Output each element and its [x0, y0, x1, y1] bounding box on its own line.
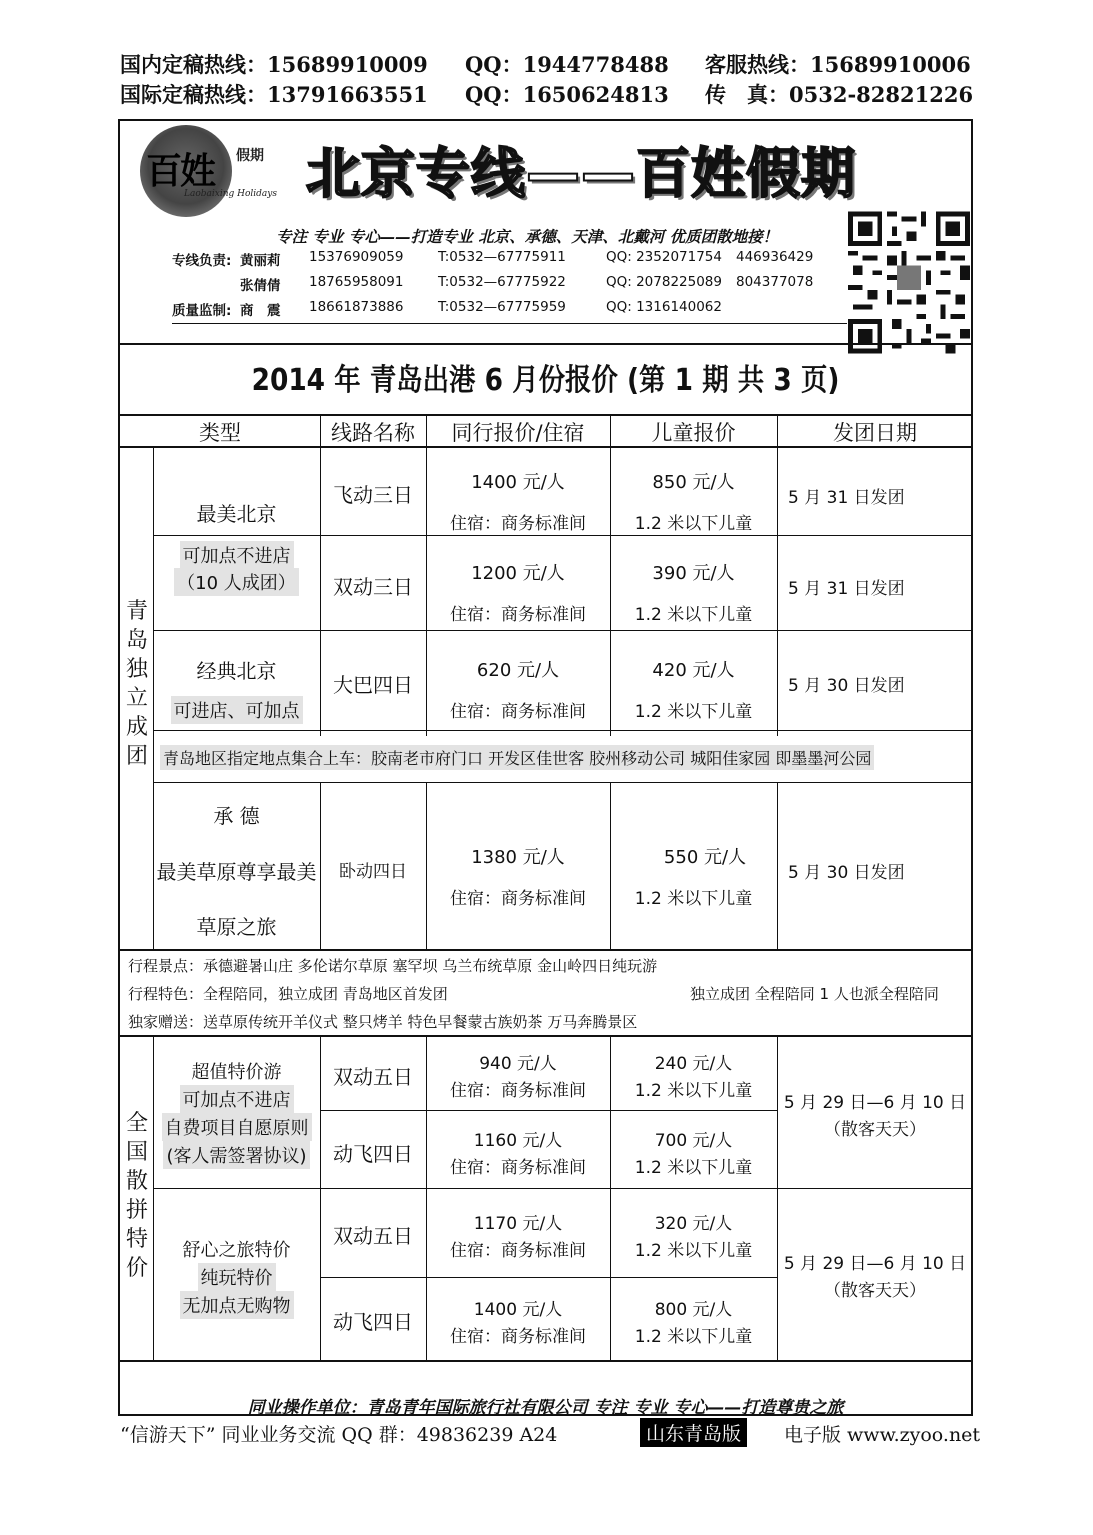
sheet-title: 2014 年 青岛出港 6 月份报价 (第 1 期 共 3 页): [251, 363, 840, 398]
route-name: 动飞四日: [333, 1310, 413, 1334]
contact-name: 商 震: [240, 303, 281, 319]
label-char: 团: [125, 744, 148, 769]
depart-date: 5 月 29 日—6 月 10 日: [783, 1254, 967, 1274]
depart-note: （散客天天）: [824, 1281, 926, 1301]
route-name: 双动五日: [333, 1065, 413, 1089]
contact-qq: QQ: 2078225089: [606, 274, 722, 290]
depart-date: 5 月 31 日发团: [788, 579, 905, 599]
fax-number: 传 真：0532-82821226: [705, 82, 974, 107]
child-note: 1.2 米以下儿童: [634, 1081, 753, 1101]
child-note: 1.2 米以下儿童: [634, 702, 753, 722]
tag-text: 可加点不进店: [180, 1085, 294, 1113]
accommodation: 住宿：商务标准间: [450, 889, 586, 909]
route-name: 卧动四日: [339, 862, 407, 882]
product-tag: [153, 568, 320, 596]
row-line: [320, 1110, 777, 1111]
child-note: 1.2 米以下儿童: [634, 605, 753, 625]
peer-price: 1200 元/人: [471, 563, 565, 584]
itinerary-features: 行程特色：全程陪同，独立成团 青岛地区首发团: [128, 985, 448, 1003]
pickup-points: [160, 745, 874, 770]
hotlines: [120, 50, 980, 110]
peer-price: 1400 元/人: [473, 1300, 563, 1320]
product-name: 经典北京: [196, 659, 277, 683]
product-line: [153, 1113, 320, 1141]
contact-qq2: 446936429: [736, 249, 814, 265]
child-price: 800 元/人: [654, 1300, 733, 1320]
tag-text: 纯玩特价: [198, 1263, 276, 1291]
tag-text: 无加点无购物: [180, 1291, 294, 1319]
header-child-price: 儿童报价: [651, 421, 736, 445]
domestic-qq: QQ：1944778488: [465, 52, 669, 77]
contacts-underline: [172, 323, 847, 324]
domestic-hotline: 国内定稿热线：15689910009: [120, 52, 428, 77]
hotline-row-1: [120, 50, 980, 80]
child-note: 1.2 米以下儿童: [634, 1158, 753, 1178]
row-line: [120, 949, 971, 951]
operator-line: 同业操作单位：青岛青年国际旅行社有限公司 专注 专业 专心——打造尊贵之旅: [247, 1398, 844, 1418]
product-line: 承 德: [213, 804, 260, 828]
row-line: [153, 1188, 971, 1189]
contact-role: 专线负责:: [172, 253, 232, 269]
itinerary-features-right: 独立成团 全程陪同 1 人也派全程陪同: [690, 985, 939, 1003]
route-name: 大巴四日: [333, 673, 413, 697]
tag-text: （10 人成团）: [174, 568, 299, 596]
label-char: 独: [125, 657, 148, 682]
group2-label: [122, 1109, 152, 1283]
logo-subtext: 假期: [236, 148, 264, 164]
accommodation: 住宿：商务标准间: [450, 1327, 586, 1347]
product-line: [153, 1263, 320, 1291]
contact-qq2: 804377078: [736, 274, 814, 290]
product-line: [153, 1085, 320, 1113]
row-line: [153, 730, 971, 731]
contact-name: 黄丽莉: [240, 253, 281, 269]
hotline-row-2: [120, 80, 980, 110]
product-name: 最美北京: [196, 502, 277, 526]
table-bottom-line: [120, 1360, 971, 1362]
tag-text: 可加点不进店: [180, 541, 294, 569]
slogan: 专注 专业 专心——打造专业 北京、承德、天津、北戴河 优质团散地接！: [276, 228, 779, 246]
main-title: 北京专线——百姓假期: [306, 142, 856, 205]
product-line: [153, 1141, 320, 1169]
label-char: 特: [125, 1227, 148, 1252]
header-type: 类型: [199, 421, 241, 445]
product-line: 最美草原尊享最美: [156, 860, 317, 884]
contact-mobile: 18765958091: [309, 274, 404, 290]
accommodation: 住宿：商务标准间: [450, 605, 586, 625]
footer-qq-group: “信游天下” 同业业务交流 QQ 群：49836239 A24: [120, 1424, 558, 1446]
qr-code-icon: [848, 211, 970, 354]
col-line: [777, 1035, 778, 1360]
accommodation: 住宿：商务标准间: [450, 1081, 586, 1101]
label-char: 散: [125, 1169, 148, 1194]
route-name: 动飞四日: [333, 1142, 413, 1166]
accommodation: 住宿：商务标准间: [450, 514, 586, 534]
exclusive-gifts: 独家赠送：送草原传统开羊仪式 整只烤羊 特色早餐蒙古族奶茶 万马奔腾景区: [128, 1013, 638, 1031]
depart-date: 5 月 30 日发团: [788, 676, 905, 696]
peer-price: 1160 元/人: [473, 1131, 563, 1151]
depart-date: 5 月 31 日发团: [788, 488, 905, 508]
label-char: 拼: [125, 1198, 148, 1223]
contact-mobile: 15376909059: [309, 249, 404, 265]
label-char: 全: [125, 1111, 148, 1136]
child-price: 850 元/人: [652, 472, 735, 493]
service-hotline: 客服热线：15689910006: [705, 52, 971, 77]
product-tag: [153, 696, 320, 724]
label-char: 岛: [125, 628, 148, 653]
child-price: 240 元/人: [654, 1054, 733, 1074]
ad-frame: [118, 119, 973, 1416]
header-route: 线路名称: [331, 421, 415, 445]
depart-date: 5 月 30 日发团: [788, 863, 905, 883]
label-char: 立: [125, 686, 148, 711]
peer-price: 620 元/人: [476, 660, 560, 681]
product-line: 舒心之旅特价: [182, 1240, 291, 1261]
table-top-line: [120, 414, 971, 416]
child-note: 1.2 米以下儿童: [634, 1241, 753, 1261]
title-separator: [120, 343, 971, 345]
intl-hotline: 国际定稿热线：13791663551: [120, 82, 428, 107]
route-name: 飞动三日: [333, 483, 413, 507]
contact-tel: T:0532—67775922: [438, 274, 566, 290]
row-line: [320, 1277, 777, 1278]
header-price: 同行报价/住宿: [451, 421, 585, 445]
peer-price: 1400 元/人: [471, 472, 565, 493]
contact-tel: T:0532—67775959: [438, 299, 566, 315]
row-line: [320, 535, 971, 536]
product-line: [153, 1291, 320, 1319]
footer-website: 电子版 www.zyoo.net: [784, 1424, 981, 1446]
col-line: [777, 414, 778, 736]
accommodation: 住宿：商务标准间: [450, 1158, 586, 1178]
peer-price: 940 元/人: [479, 1054, 557, 1074]
header-date: 发团日期: [833, 421, 917, 445]
row-line: [153, 782, 971, 783]
pickup-text: 青岛地区指定地点集合上车：胶南老市府门口 开发区佳世客 胶州移动公司 城阳佳家园 即墨墨河公园: [160, 745, 874, 770]
route-name: 双动三日: [333, 575, 413, 599]
contact-role: 质量监制:: [172, 303, 232, 319]
group1-label: [122, 597, 152, 771]
edition-badge: 山东青岛版: [640, 1418, 747, 1447]
child-price: 420 元/人: [652, 660, 735, 681]
tag-text: (客人需签署协议): [163, 1141, 309, 1169]
contact-mobile: 18661873886: [309, 299, 404, 315]
label-char: 成: [125, 715, 148, 740]
logo-script: Laobaixing Holidays: [184, 189, 277, 199]
row-line: [120, 1035, 971, 1037]
peer-price: 1380 元/人: [471, 847, 565, 868]
depart-note: （散客天天）: [824, 1120, 926, 1140]
intl-qq: QQ：1650624813: [465, 82, 669, 107]
product-line: 超值特价游: [191, 1062, 282, 1083]
contact-name: 张倩倩: [240, 278, 281, 294]
label-char: 国: [125, 1140, 148, 1165]
child-note: 1.2 米以下儿童: [634, 889, 753, 909]
accommodation: 住宿：商务标准间: [450, 702, 586, 722]
child-note: 1.2 米以下儿童: [634, 1327, 753, 1347]
tag-text: 可进店、可加点: [171, 696, 303, 724]
page-footer: [120, 1418, 981, 1446]
contact-qq: QQ: 1316140062: [606, 299, 722, 315]
tag-text: 自费项目自愿原则: [162, 1113, 312, 1141]
peer-price: 1170 元/人: [473, 1214, 563, 1234]
child-price: 700 元/人: [654, 1131, 733, 1151]
route-name: 双动五日: [333, 1224, 413, 1248]
itinerary-spots: 行程景点：承德避暑山庄 多伦诺尔草原 塞罕坝 乌兰布统草原 金山岭四日纯玩游: [128, 957, 658, 975]
child-price: 320 元/人: [654, 1214, 733, 1234]
label-char: 价: [125, 1256, 148, 1281]
logo-text: 百姓: [146, 150, 215, 192]
row-line: [153, 630, 971, 631]
product-line: 草原之旅: [196, 915, 277, 939]
depart-date: 5 月 29 日—6 月 10 日: [783, 1093, 967, 1113]
contact-qq: QQ: 2352071754: [606, 249, 722, 265]
child-note: 1.2 米以下儿童: [634, 514, 753, 534]
child-price: 390 元/人: [652, 563, 735, 584]
product-tag: [153, 541, 320, 569]
accommodation: 住宿：商务标准间: [450, 1241, 586, 1261]
contact-tel: T:0532—67775911: [438, 249, 566, 265]
brand-logo: [140, 125, 290, 215]
label-char: 青: [125, 599, 148, 624]
child-price: 550 元/人: [663, 847, 747, 868]
